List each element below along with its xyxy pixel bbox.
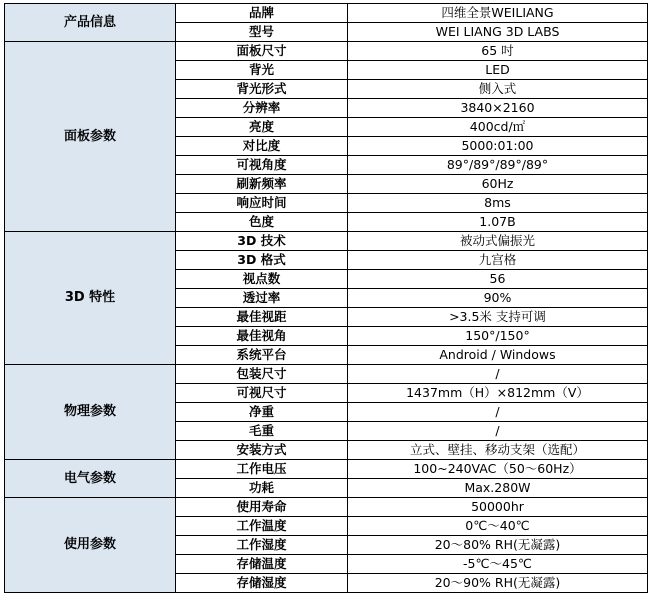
spec-value: 60Hz [348,175,648,194]
spec-value: 89°/89°/89°/89° [348,156,648,175]
table-row [5,498,648,517]
spec-label: 可视角度 [176,156,348,175]
spec-value: / [348,422,648,441]
spec-value: -5℃～45℃ [348,555,648,574]
spec-value: 5000:01:00 [348,137,648,156]
spec-label: 存储温度 [176,555,348,574]
spec-value: / [348,403,648,422]
spec-label: 响应时间 [176,194,348,213]
spec-label: 可视尺寸 [176,384,348,403]
spec-value: 1.07B [348,213,648,232]
spec-value: 3840×2160 [348,99,648,118]
spec-label: 安装方式 [176,441,348,460]
spec-label: 型号 [176,23,348,42]
spec-value: Android / Windows [348,346,648,365]
table-row [5,4,648,23]
spec-value: 400cd/㎡ [348,118,648,137]
spec-value: 0℃～40℃ [348,517,648,536]
spec-label: 背光形式 [176,80,348,99]
spec-label: 使用寿命 [176,498,348,517]
spec-label: 最佳视角 [176,327,348,346]
spec-label: 色度 [176,213,348,232]
spec-value: WEI LIANG 3D LABS [348,23,648,42]
spec-table [4,3,648,593]
spec-value: 侧入式 [348,80,648,99]
spec-label: 视点数 [176,270,348,289]
spec-value: 8ms [348,194,648,213]
spec-value: 被动式偏振光 [348,232,648,251]
spec-label: 面板尺寸 [176,42,348,61]
spec-value: 50000hr [348,498,648,517]
spec-value: 65 吋 [348,42,648,61]
spec-label: 工作湿度 [176,536,348,555]
spec-label: 亮度 [176,118,348,137]
spec-label: 透过率 [176,289,348,308]
spec-label: 背光 [176,61,348,80]
spec-label: 对比度 [176,137,348,156]
spec-label: 品牌 [176,4,348,23]
spec-label: 存储湿度 [176,574,348,593]
category-cell: 面板参数 [5,42,176,232]
spec-value: LED [348,61,648,80]
spec-label: 刷新频率 [176,175,348,194]
spec-label: 分辨率 [176,99,348,118]
spec-label: 工作电压 [176,460,348,479]
spec-label: 功耗 [176,479,348,498]
spec-value: 100~240VAC（50～60Hz） [348,460,648,479]
spec-label: 最佳视距 [176,308,348,327]
spec-label: 系统平台 [176,346,348,365]
table-row [5,460,648,479]
category-cell: 物理参数 [5,365,176,460]
spec-label: 3D 技术 [176,232,348,251]
category-cell: 使用参数 [5,498,176,593]
spec-value: 立式、壁挂、移动支架（选配） [348,441,648,460]
category-cell: 产品信息 [5,4,176,42]
spec-value: 20～80% RH(无凝露) [348,536,648,555]
spec-label: 净重 [176,403,348,422]
spec-value: 20～90% RH(无凝露) [348,574,648,593]
category-cell: 3D 特性 [5,232,176,365]
spec-table-body [5,4,648,593]
spec-value: >3.5米 支持可调 [348,308,648,327]
spec-value: Max.280W [348,479,648,498]
spec-value: 150°/150° [348,327,648,346]
spec-label: 3D 格式 [176,251,348,270]
table-row [5,232,648,251]
spec-value: 1437mm（H）×812mm（V） [348,384,648,403]
spec-label: 毛重 [176,422,348,441]
spec-value: 56 [348,270,648,289]
spec-value: 四维全景WEILIANG [348,4,648,23]
spec-label: 包装尺寸 [176,365,348,384]
category-cell: 电气参数 [5,460,176,498]
spec-value: 90% [348,289,648,308]
table-row [5,365,648,384]
spec-label: 工作温度 [176,517,348,536]
spec-value: / [348,365,648,384]
table-row [5,42,648,61]
spec-value: 九宫格 [348,251,648,270]
